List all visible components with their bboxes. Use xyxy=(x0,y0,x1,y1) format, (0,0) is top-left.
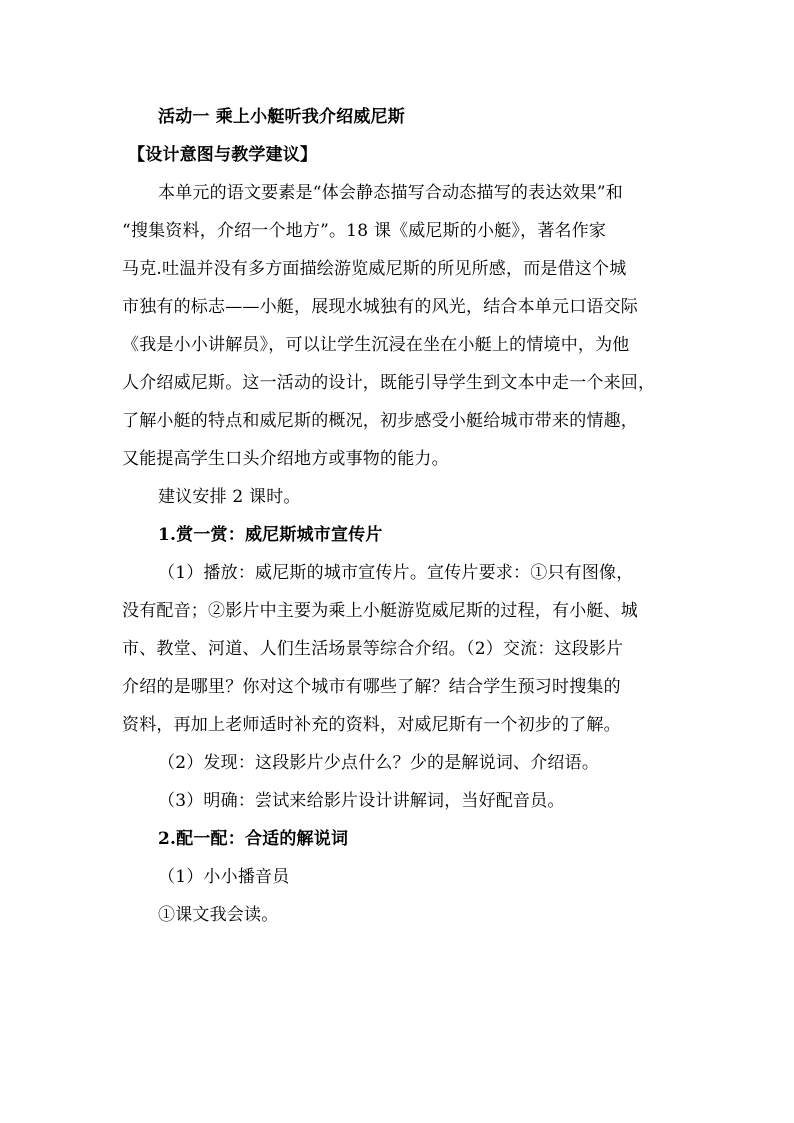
intro-line-4: 市独有的标志——小艇，展现水城独有的风光，结合本单元口语交际 xyxy=(122,297,638,317)
step1-line-4: 介绍的是哪里？你对这个城市有哪些了解？结合学生预习时搜集的 xyxy=(122,677,621,697)
step1-heading: 1.赏一赏：威尼斯城市宣传片 xyxy=(158,525,383,545)
intro-line-3: 马克.吐温并没有多方面描绘游览威尼斯的所见所感，而是借这个城 xyxy=(122,259,627,279)
step1-clarify: （3）明确：尝试来给影片设计讲解词，当好配音员。 xyxy=(158,791,565,811)
section-heading: 【设计意图与教学建议】 xyxy=(128,145,318,165)
document-body xyxy=(122,98,682,934)
step2-item1: ①课文我会读。 xyxy=(158,905,279,925)
step1-discover: （2）发现：这段影片少点什么？少的是解说词、介绍语。 xyxy=(158,753,600,773)
step2-heading: 2.配一配：合适的解说词 xyxy=(158,829,349,849)
intro-line-8: 又能提高学生口头介绍地方或事物的能力。 xyxy=(122,449,449,469)
suggestion-text: 建议安排 2 课时。 xyxy=(158,487,301,507)
intro-line-7: 了解小艇的特点和威尼斯的概况，初步感受小艇给城市带来的情趣， xyxy=(122,411,638,431)
step1-line-2: 没有配音；②影片中主要为乘上小艇游览威尼斯的过程，有小艇、城 xyxy=(122,601,638,621)
intro-line-5: 《我是小小讲解员》，可以让学生沉浸在坐在小艇上的情境中，为他 xyxy=(122,335,630,355)
intro-line-1: 本单元的语文要素是“体会静态描写合动态描写的表达效果”和 xyxy=(158,183,623,203)
activity-title: 活动一 乘上小艇听我介绍威尼斯 xyxy=(158,107,405,127)
step1-line-5: 资料，再加上老师适时补充的资料，对威尼斯有一个初步的了解。 xyxy=(122,715,621,735)
step1-line-3: 市、教堂、河道、人们生活场景等综合介绍。（2）交流：这段影片 xyxy=(122,639,624,659)
step2-sub1: （1）小小播音员 xyxy=(158,867,290,887)
intro-line-2: “搜集资料，介绍一个地方”。18 课《威尼斯的小艇》，著名作家 xyxy=(122,221,607,241)
step1-line-1: （1）播放：威尼斯的城市宣传片。宣传片要求：①只有图像， xyxy=(158,563,634,583)
intro-line-6: 人介绍威尼斯。这一活动的设计，既能引导学生到文本中走一个来回， xyxy=(122,373,656,393)
